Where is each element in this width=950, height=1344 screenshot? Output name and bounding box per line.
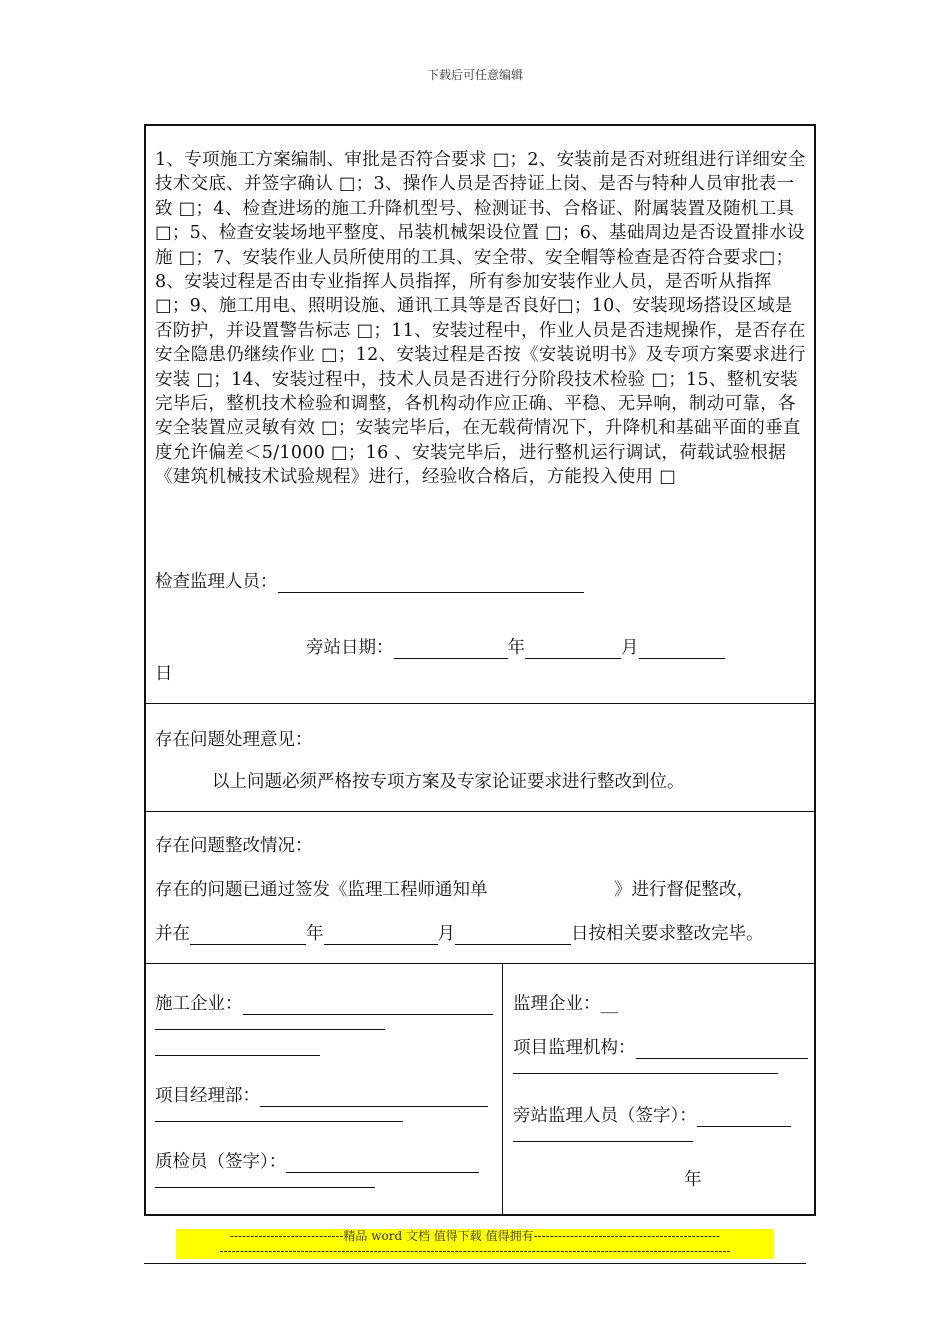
construction-company-line[interactable] [243,996,493,1015]
quality-inspector-line[interactable] [286,1154,479,1173]
quality-inspector-row [155,1148,479,1173]
date-label: 旁站日期： [306,638,394,658]
project-manager-line-2[interactable] [155,1120,403,1122]
rectify-line2-end: 日按相关要求整改完毕。 [571,924,764,944]
footer-banner [176,1229,774,1259]
project-manager-label: 项目经理部： [155,1086,260,1106]
rectify-line1-b: 》进行督促整改， [614,880,754,900]
month-label: 月 [621,638,639,658]
inspector-signature-line[interactable] [278,574,584,593]
project-supervision-org-line[interactable] [636,1040,808,1059]
supervision-company: 监理企业：__ [513,994,618,1014]
rectify-month-blank[interactable] [324,926,438,945]
rectify-year-blank[interactable] [190,926,306,945]
page-header: 下载后可任意编辑 [426,68,523,82]
project-supervision-org-line-2[interactable] [513,1072,778,1074]
day-blank[interactable] [639,640,725,659]
rectify-year-label: 年 [306,924,324,944]
month-blank[interactable] [525,640,621,659]
column-divider [502,964,503,1216]
inspector-row [155,568,584,593]
signature-section [146,964,814,1216]
year-blank[interactable] [394,640,508,659]
bottom-rule [144,1263,806,1264]
quality-inspector-label: 质检员（签字）： [155,1152,287,1172]
construction-company-row [155,990,493,1015]
signature-year-label: 年 [684,1170,702,1190]
project-manager-line[interactable] [260,1088,488,1107]
rectify-title: 存在问题整改情况： [155,836,313,856]
rectify-line1-a: 存在的问题已通过签发《监理工程师通知单 [155,880,488,900]
inspection-record-table [144,124,816,1216]
construction-company-line-3[interactable] [155,1054,320,1056]
rectification-section [146,812,814,964]
issues-content: 以上问题必须严格按专项方案及专家论证要求进行整改到位。 [212,772,685,792]
project-supervision-org-row [513,1034,808,1059]
rectify-line2 [155,920,764,945]
site-supervisor-line[interactable] [697,1108,791,1127]
rectify-day-blank[interactable] [455,926,571,945]
site-supervisor-line-2[interactable] [513,1140,693,1142]
date-row [306,634,725,659]
year-label: 年 [507,638,525,658]
project-manager-row [155,1082,488,1107]
day-label: 日 [155,664,173,684]
site-supervisor-label: 旁站监理人员（签字）： [513,1106,697,1126]
site-supervisor-row [513,1102,791,1127]
construction-company-label: 施工企业： [155,994,243,1014]
quality-inspector-line-2[interactable] [155,1186,375,1188]
issues-title: 存在问题处理意见： [155,730,313,750]
footer-line-2: ------------------------------------------------------------------------------------------------------------------------------ [219,1244,731,1258]
check-items-text: 1、专项施工方案编制、审批是否符合要求 □；2、安装前是否对班组进行详细安全技术交底、并签字确认 □；3、操作人员是否持证上岗、是否与特种人员审批表一致 □；4、检查进场的施工升降机型号、检测证书、合格证、附属装置及随机工具 □；5、检查安装场地平整度、吊装机械架设位置 □；6、基础周边是否设置排水设施 □；7、安装作业人员所使用的工具、安全带、安全帽等检查是否符合要求□；8、安装过程是否由专业指挥人员指挥，所有参加安装作业人员，是否听从指挥 □；9、施工用电、照明设施、通讯工具等是否良好□；10、安装现场搭设区域是否防护，并设置警告标志 □；11、安装过程中，作业人员是否违规操作，是否存在安全隐患仍继续作业 □；12、安装过程是否按《安装说明书》及专项方案要求进行安装 □；14、安装过程中，技术人员是否进行分阶段技术检验 □；15、整机安装完毕后，整机技术检验和调整，各机构动作应正确、平稳、无异响，制动可靠，各安全装置应灵敏有效 □；安装完毕后，在无载荷情况下，升降机和基础平面的垂直度允许偏差＜5/1000 □；16 、安装完毕后，进行整机运行调试，荷载试验根据《建筑机械技术试验规程》进行，经验收合格后，方能投入使用 □ [155,150,806,488]
inspector-label: 检查监理人员： [155,572,278,592]
rectify-line2-start: 并在 [155,924,190,944]
project-supervision-org-label: 项目监理机构： [513,1038,636,1058]
check-items-section [146,126,814,704]
construction-company-line-2[interactable] [155,1028,385,1030]
issues-section [146,704,814,812]
rectify-month-label: 月 [437,924,455,944]
footer-line-1: ----------------------------精品 word 文档 值得下载 值得拥有---------------------------------------------- [229,1229,721,1243]
